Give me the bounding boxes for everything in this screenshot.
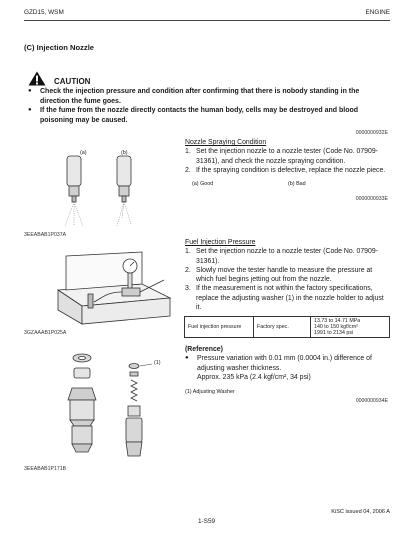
figure-code: 3EEABAB1P171B bbox=[24, 466, 67, 472]
spraying-title: Nozzle Spraying Condition bbox=[185, 139, 267, 146]
pressure-steps bbox=[185, 247, 390, 312]
spec-item: Fuel injection pressure bbox=[185, 317, 254, 338]
caution-list bbox=[28, 87, 388, 125]
reference-item: ● Pressure variation with 0.01 mm (0.0004 in.) difference of adjusting washer thickness. Approx. 235 kPa (2.4 kgf/cm², 34 psi) bbox=[185, 354, 390, 382]
spraying-section bbox=[185, 138, 390, 175]
code-label: 0000000933E bbox=[355, 196, 388, 202]
figure-label-1: (1) bbox=[154, 360, 161, 366]
figure-label-b: (b) bbox=[121, 150, 128, 156]
spraying-figure bbox=[45, 148, 165, 228]
spec-table bbox=[184, 316, 390, 338]
step-item: 1. Set the injection nozzle to a nozzle tester (Code No. 07909-31361), and check the nozzle spraying condition. bbox=[185, 148, 378, 165]
page-number: 1-S59 bbox=[198, 518, 216, 525]
header-right: ENGINE bbox=[365, 9, 390, 16]
header-rule bbox=[24, 20, 390, 21]
spraying-steps bbox=[185, 147, 390, 175]
step-item: 3. If the measurement is not within the factory specifications, replace the adjusting washer (1) in the nozzle holder to adjust it. bbox=[185, 285, 384, 312]
caution-item: ● If the fume from the nozzle directly contacts the human body, cells may be destroyed and blood poisoning may be caused. bbox=[28, 106, 388, 125]
figure-code: 3GZAAAB1P025A bbox=[24, 330, 67, 336]
reference-legend: (1) Adjusting Washer bbox=[185, 389, 235, 396]
step-item: 1. Set the injection nozzle to a nozzle tester (Code No. 07909-31361). bbox=[185, 248, 378, 265]
spec-type: Factory spec. bbox=[254, 317, 311, 338]
pressure-section bbox=[185, 238, 390, 312]
issue-stamp: KiSC issued 04, 2006 A bbox=[331, 509, 390, 515]
nozzle-tester-figure bbox=[52, 250, 177, 332]
adjusting-washer-figure bbox=[60, 352, 170, 467]
reference-title: (Reference) bbox=[185, 346, 223, 353]
section-title: (C) Injection Nozzle bbox=[24, 43, 95, 52]
spec-values: 13.73 to 14.71 MPa 140 to 150 kgf/cm² 1991 to 2134 psi bbox=[311, 317, 390, 338]
reference-block bbox=[185, 345, 390, 395]
step-item: 2. Slowly move the tester handle to measure the pressure at which fuel begins jetting out from the nozzle. bbox=[185, 266, 373, 284]
figure-label-a: (a) bbox=[80, 150, 87, 156]
reference-list bbox=[185, 354, 390, 382]
caution-item: ● Check the injection pressure and condition after confirming that there is nobody standing in the direction the fume goes. bbox=[28, 87, 388, 106]
warning-triangle-icon bbox=[28, 71, 46, 86]
header-left: GZD15, WSM bbox=[24, 9, 64, 16]
step-item: 2. If the spraying condition is defective, replace the nozzle piece. bbox=[185, 166, 386, 174]
code-label: 0000000934E bbox=[355, 398, 388, 404]
caution-block bbox=[28, 73, 388, 125]
code-label: 0000000932E bbox=[355, 130, 388, 136]
caution-label: CAUTION bbox=[54, 77, 91, 86]
caption-bad: (b) Bad bbox=[288, 181, 306, 187]
caption-good: (a) Good bbox=[192, 181, 214, 187]
pressure-title: Fuel Injection Pressure bbox=[185, 239, 256, 246]
figure-code: 3EEABAB1P037A bbox=[24, 232, 67, 238]
